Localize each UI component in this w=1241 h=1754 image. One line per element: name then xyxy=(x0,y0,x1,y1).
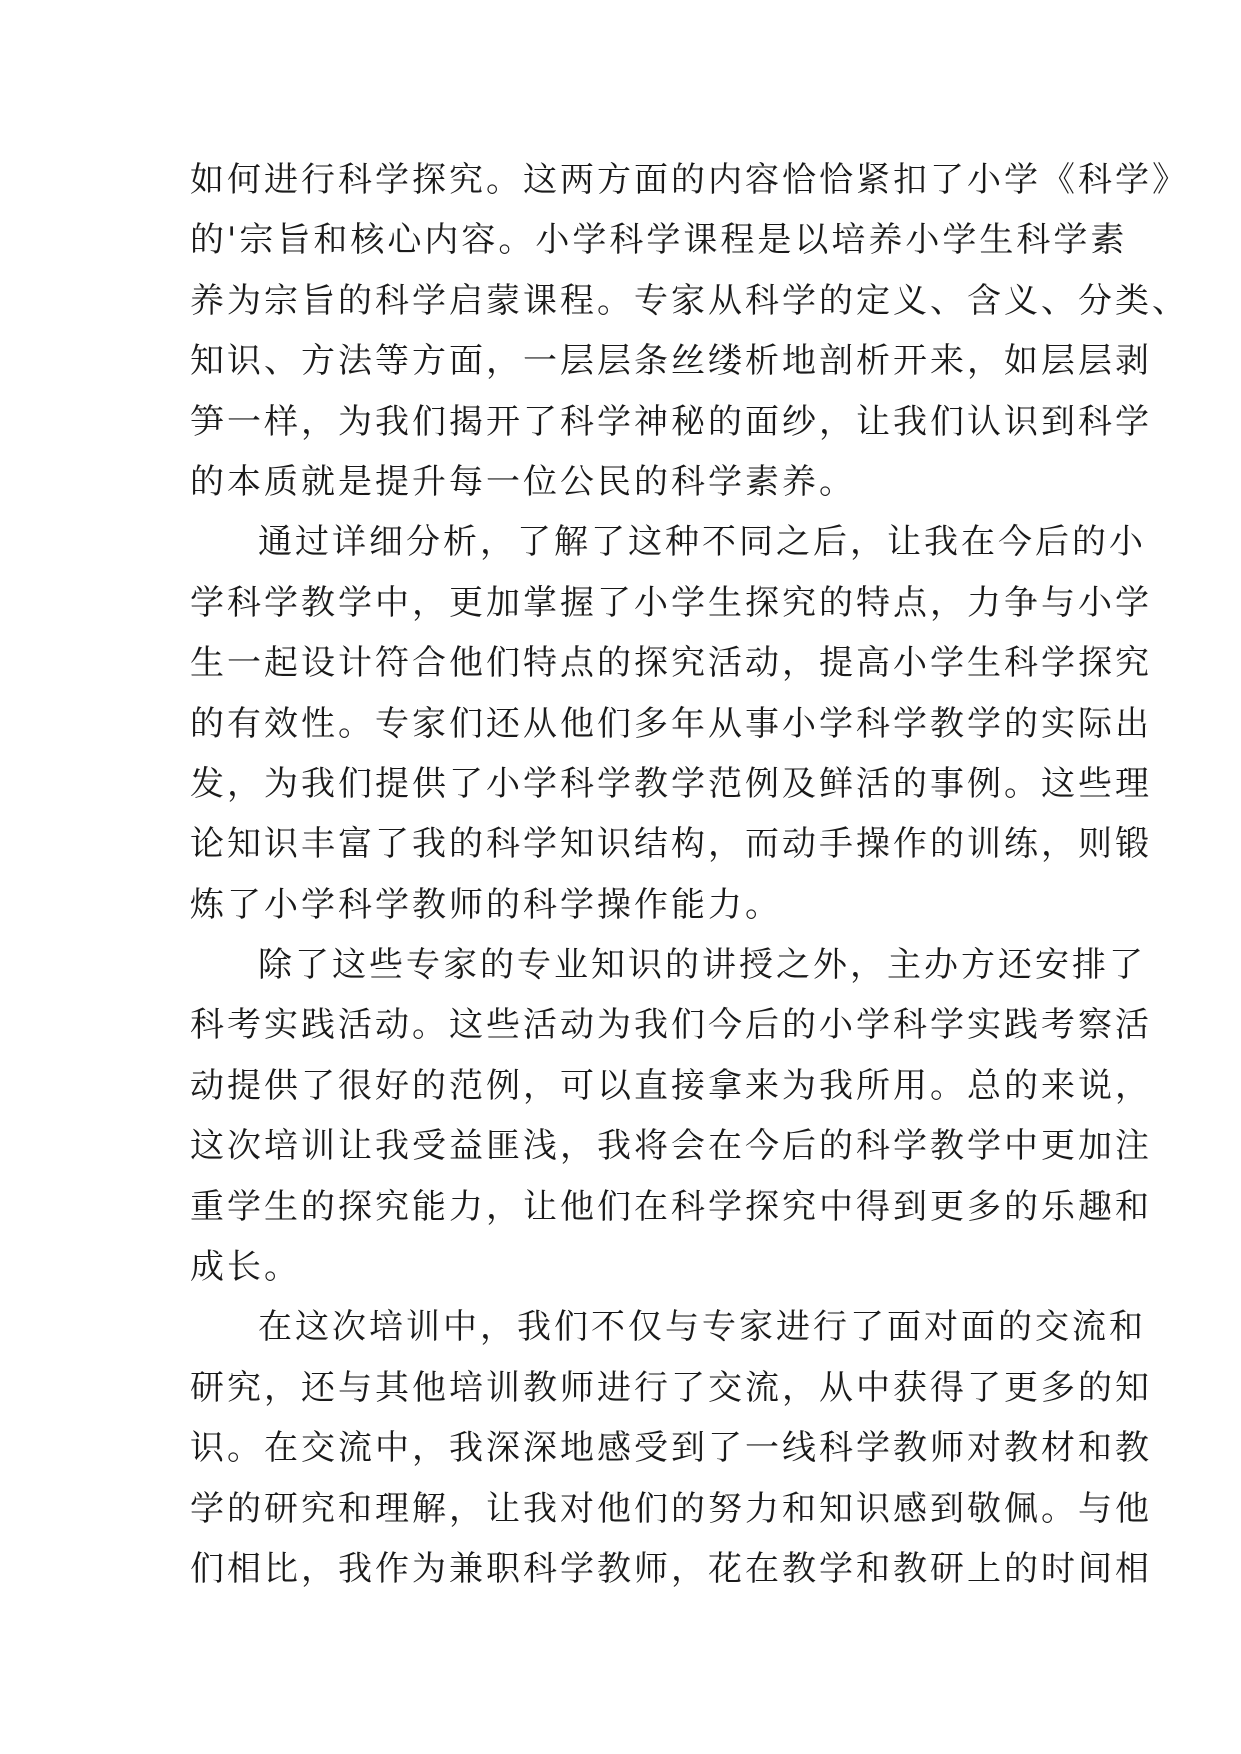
body-text xyxy=(190,150,1189,1599)
text-line: 动提供了很好的范例，可以直接拿来为我所用。总的来说， xyxy=(190,1065,1152,1106)
paragraph-1 xyxy=(190,150,1189,512)
paragraph-4 xyxy=(190,1297,1152,1599)
text-line: 如何进行科学探究。这两方面的内容恰恰紧扣了小学《科学》 xyxy=(190,160,1189,200)
text-line: 论知识丰富了我的科学知识结构，而动手操作的训练，则锻 xyxy=(190,824,1152,865)
text-line: 科考实践活动。这些活动为我们今后的小学科学实践考察活 xyxy=(190,1005,1152,1046)
text-line: 养为宗旨的科学启蒙课程。专家从科学的定义、含义、分类、 xyxy=(190,280,1189,321)
text-line: 知识、方法等方面，一层层条丝缕析地剖析开来，如层层剥 xyxy=(190,341,1152,382)
text-line: 重学生的探究能力，让他们在科学探究中得到更多的乐趣和 xyxy=(190,1186,1152,1227)
text-line: 学科学教学中，更加掌握了小学生探究的特点，力争与小学 xyxy=(190,582,1152,623)
text-line: 生一起设计符合他们特点的探究活动，提高小学生科学探究 xyxy=(190,643,1152,684)
paragraph-2 xyxy=(190,512,1152,935)
text-line: 在这次培训中，我们不仅与专家进行了面对面的交流和 xyxy=(258,1307,1146,1348)
text-line: 学的研究和理解，让我对他们的努力和知识感到敬佩。与他 xyxy=(190,1488,1152,1529)
text-line: 发，为我们提供了小学科学教学范例及鲜活的事例。这些理 xyxy=(190,763,1152,804)
text-line: 成长。 xyxy=(190,1247,301,1288)
text-line: 的'宗旨和核心内容。小学科学课程是以培养小学生科学素 xyxy=(190,220,1128,261)
text-line: 的本质就是提升每一位公民的科学素养。 xyxy=(190,461,856,502)
text-line: 除了这些专家的专业知识的讲授之外，主办方还安排了 xyxy=(258,945,1146,986)
text-line: 这次培训让我受益匪浅，我将会在今后的科学教学中更加注 xyxy=(190,1126,1152,1167)
text-line: 识。在交流中，我深深地感受到了一线科学教师对教材和教 xyxy=(190,1428,1152,1469)
text-line: 炼了小学科学教师的科学操作能力。 xyxy=(190,884,782,925)
paragraph-3 xyxy=(190,935,1152,1297)
text-line: 研究，还与其他培训教师进行了交流，从中获得了更多的知 xyxy=(190,1367,1152,1408)
text-line: 通过详细分析，了解了这种不同之后，让我在今后的小 xyxy=(258,522,1146,563)
text-line: 笋一样，为我们揭开了科学神秘的面纱，让我们认识到科学 xyxy=(190,401,1152,442)
text-line: 的有效性。专家们还从他们多年从事小学科学教学的实际出 xyxy=(190,703,1152,744)
text-line: 们相比，我作为兼职科学教师，花在教学和教研上的时间相 xyxy=(190,1548,1152,1589)
